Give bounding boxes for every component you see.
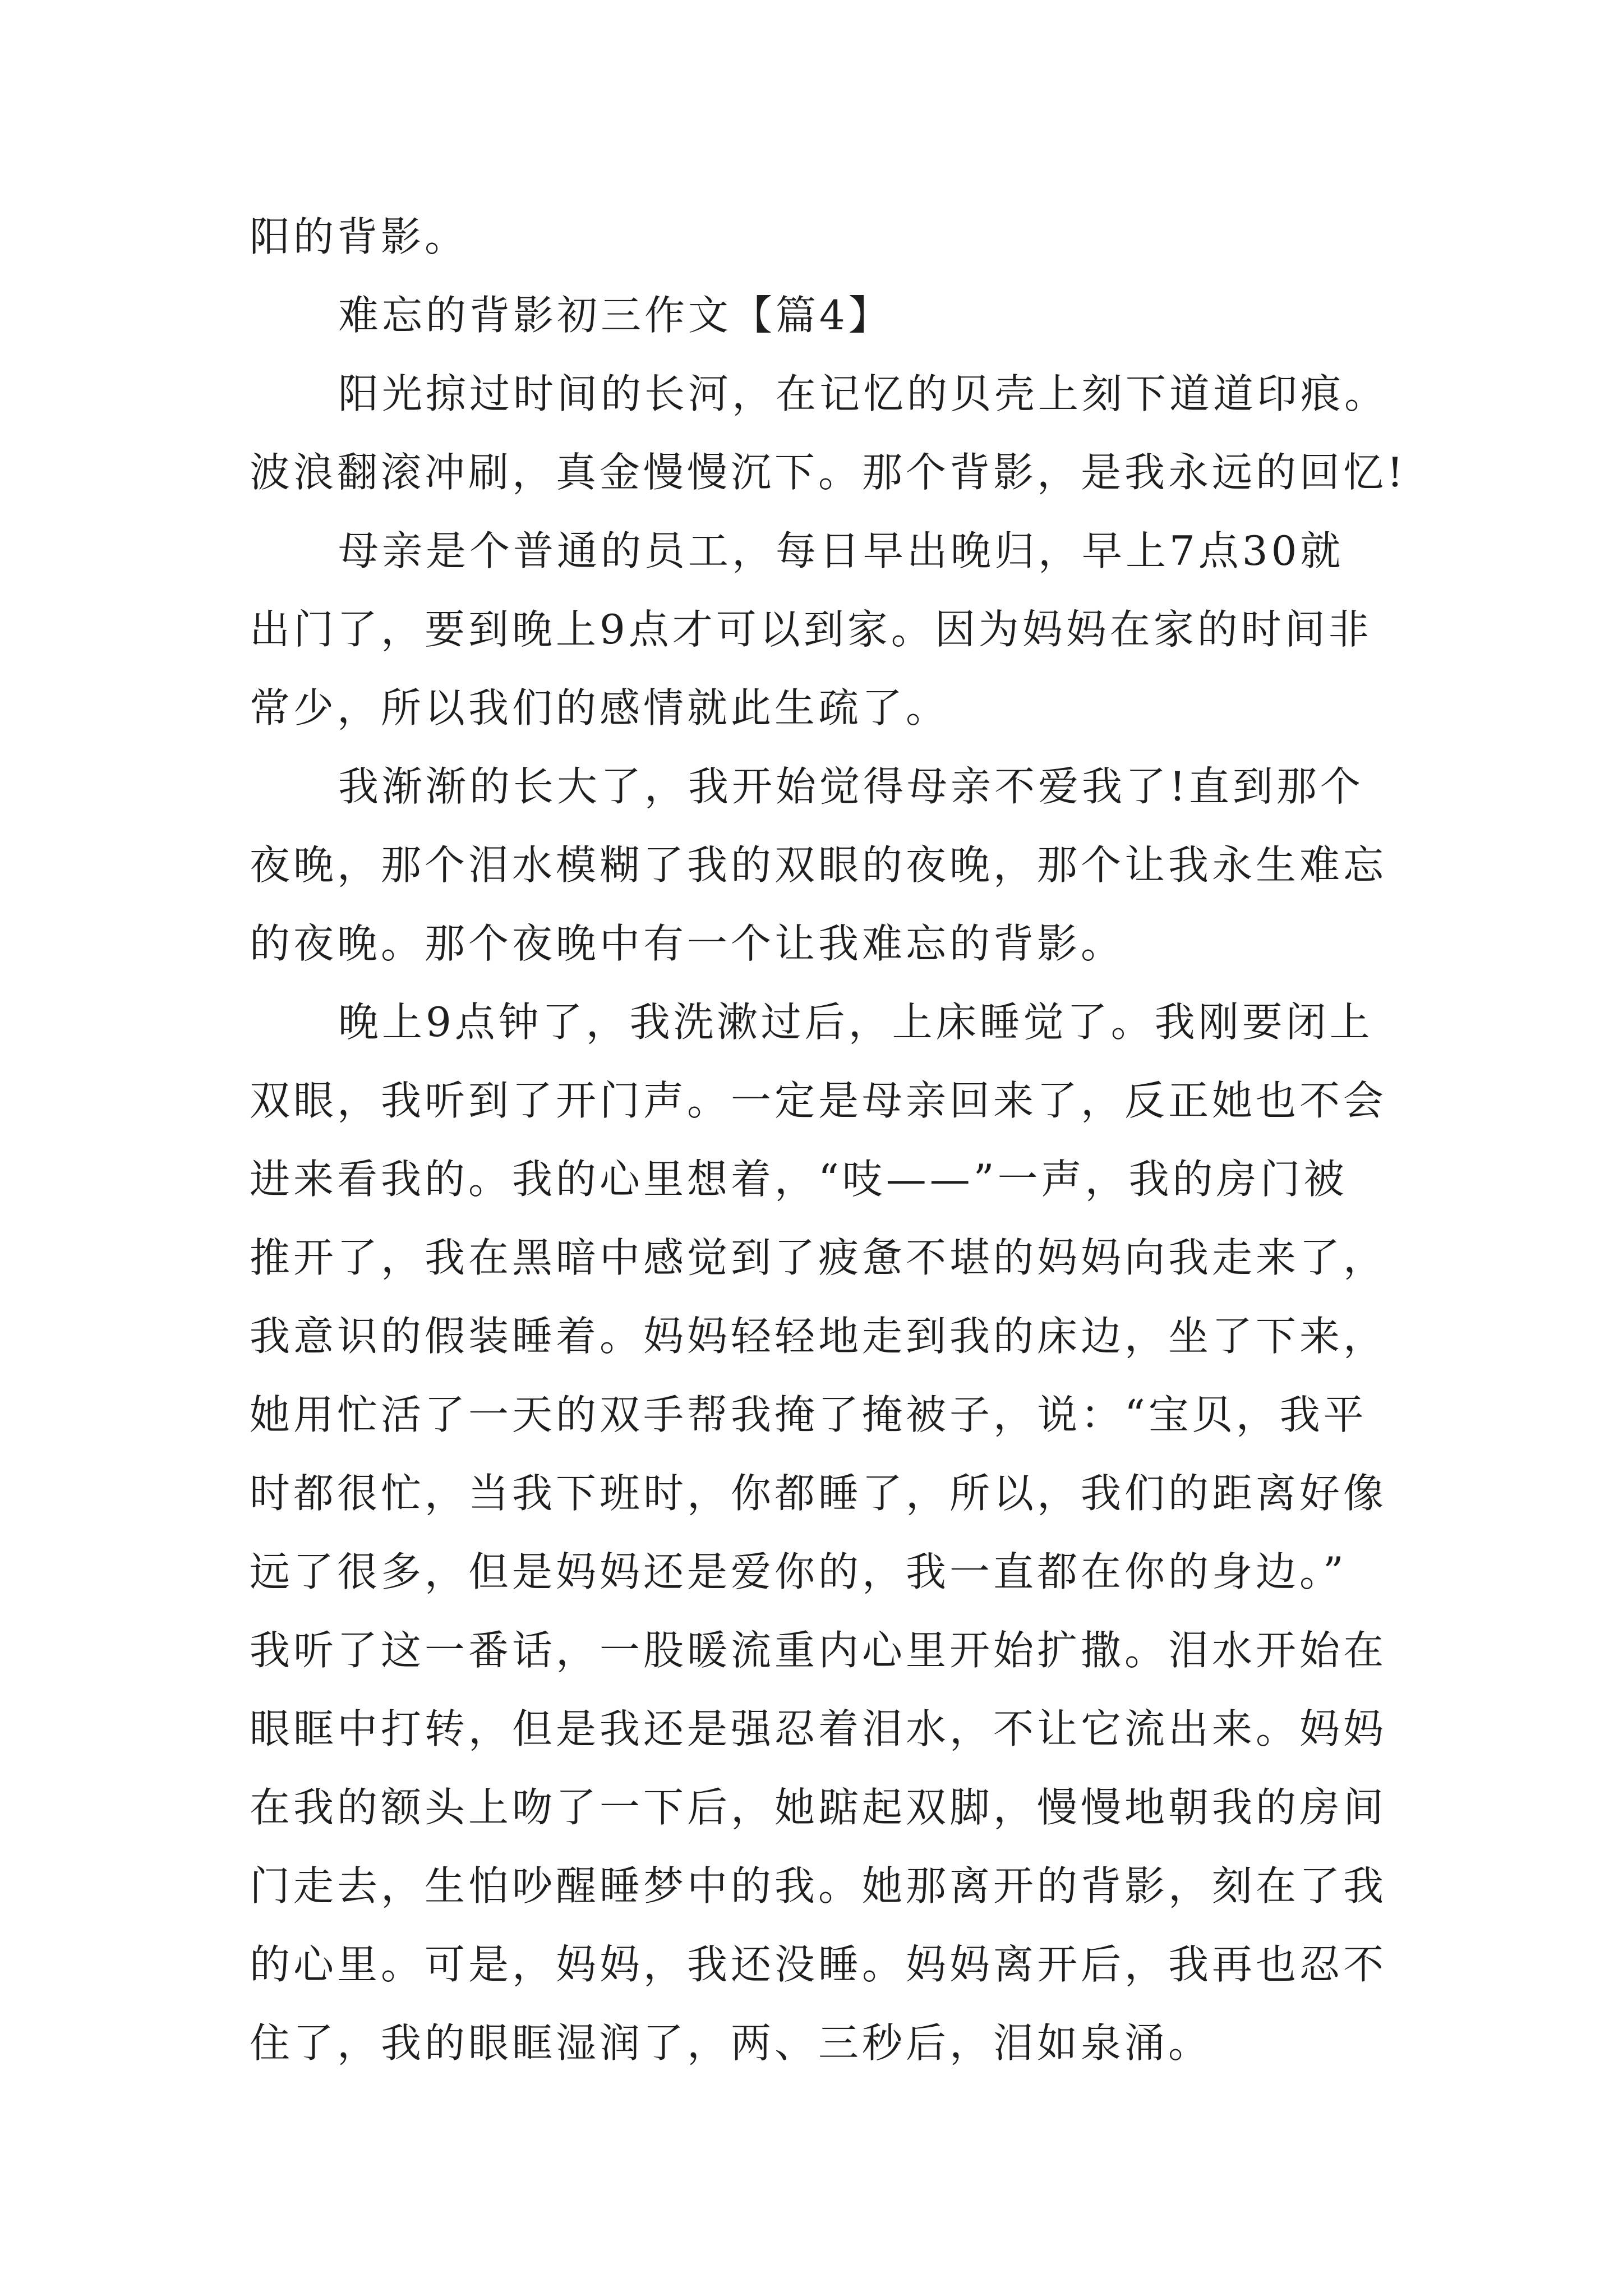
text-line: 眼眶中打转，但是我还是强忍着泪水，不让它流出来。妈妈: [250, 1705, 1387, 1752]
text-line: 阳的背影。: [250, 213, 469, 260]
text-line: 门走去，生怕吵醒睡梦中的我。她那离开的背影，刻在了我: [250, 1862, 1387, 1910]
text-line: 进来看我的。我的心里想着，“吱——”一声，我的房门被: [250, 1156, 1348, 1203]
section-heading: 难忘的背影初三作文【篇4】: [338, 292, 892, 339]
text-line: 时都很忙，当我下班时，你都睡了，所以，我们的距离好像: [250, 1470, 1387, 1517]
text-line: 阳光掠过时间的长河，在记忆的贝壳上刻下道道印痕。: [338, 370, 1389, 417]
text-line: 我听了这一番话，一股暖流重内心里开始扩撒。泪水开始在: [250, 1627, 1387, 1674]
text-line: 推开了，我在黑暗中感觉到了疲惫不堪的妈妈向我走来了，: [250, 1234, 1387, 1281]
text-line: 出门了，要到晚上9点才可以到家。因为妈妈在家的时间非: [250, 606, 1372, 653]
text-line: 夜晚，那个泪水模糊了我的双眼的夜晚，那个让我永生难忘: [250, 841, 1387, 889]
text-line: 晚上9点钟了，我洗漱过后，上床睡觉了。我刚要闭上: [338, 999, 1373, 1046]
text-line: 的心里。可是，妈妈，我还没睡。妈妈离开后，我再也忍不: [250, 1941, 1387, 1988]
text-line: 母亲是个普通的员工，每日早出晚归，早上7点30就: [338, 527, 1344, 574]
text-line: 的夜晚。那个夜晚中有一个让我难忘的背影。: [250, 920, 1125, 967]
text-line: 我渐渐的长大了，我开始觉得母亲不爱我了!直到那个: [338, 763, 1364, 810]
text-line: 住了，我的眼眶湿润了，两、三秒后，泪如泉涌。: [250, 2019, 1212, 2067]
text-line: 常少，所以我们的感情就此生疏了。: [250, 684, 950, 731]
text-line: 波浪翻滚冲刷，真金慢慢沉下。那个背影，是我永远的回忆!: [250, 449, 1407, 496]
text-line: 远了很多，但是妈妈还是爱你的，我一直都在你的身边。”: [250, 1548, 1347, 1595]
text-line: 双眼，我听到了开门声。一定是母亲回来了，反正她也不会: [250, 1077, 1387, 1124]
text-line: 我意识的假装睡着。妈妈轻轻地走到我的床边，坐了下来，: [250, 1313, 1387, 1360]
text-line: 她用忙活了一天的双手帮我掩了掩被子，说：“宝贝，我平: [250, 1391, 1367, 1438]
text-line: 在我的额头上吻了一下后，她踮起双脚，慢慢地朝我的房间: [250, 1784, 1387, 1831]
essay-text: [250, 197, 1433, 2082]
